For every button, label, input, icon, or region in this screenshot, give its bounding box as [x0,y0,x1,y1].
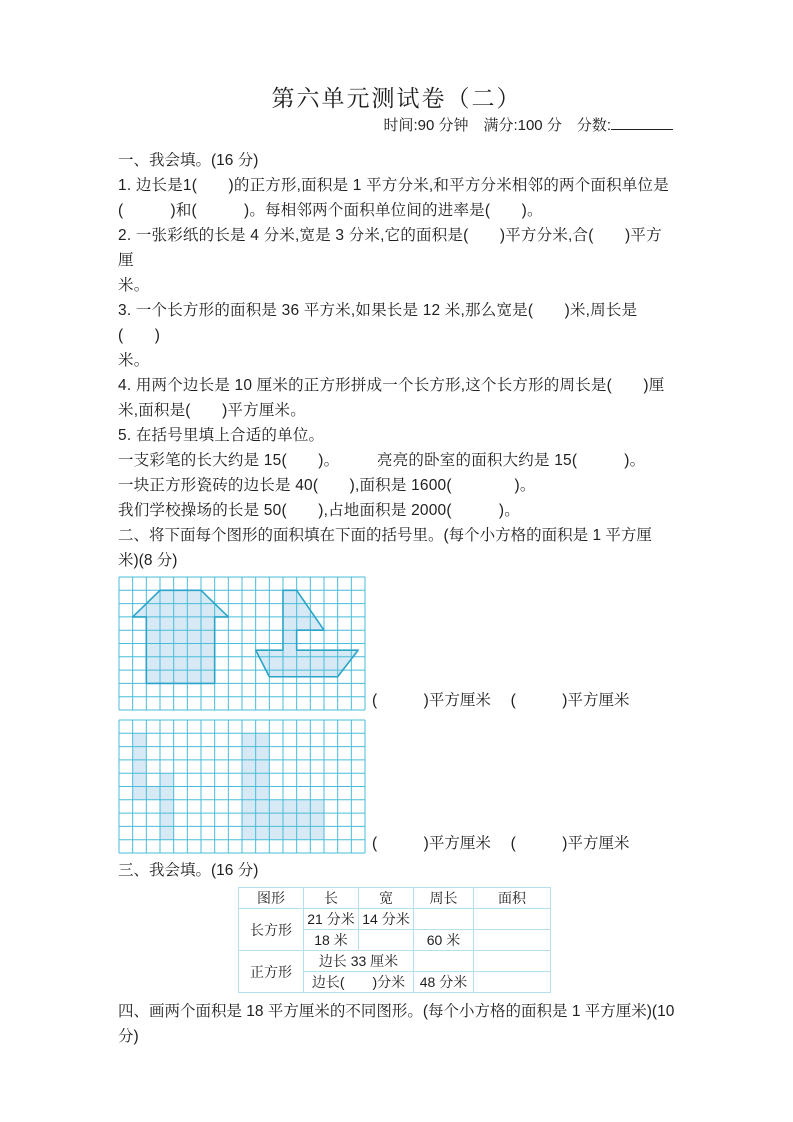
area-figure-2 [118,719,675,854]
page-title: 第六单元测试卷（二） [271,86,522,111]
grid-1-answer-blanks: ( )平方厘米 ( )平方厘米 [372,692,630,709]
question-5-line-1b: 亮亮的卧室的面积大约是 15( )。 [377,452,646,469]
section4-heading-line-2: 分) [118,1028,139,1045]
grid-2 [118,719,366,854]
question-1-line-2: ( )和( )。每相邻两个面积单位间的进率是( )。 [118,202,543,219]
meta-line [118,114,675,138]
grid-1 [118,576,366,711]
area-figure-1 [118,576,675,711]
cell-length: 21 分米 [304,909,359,930]
section4-heading-line-1: 四、画两个面积是 18 平方厘米的不同图形。(每个小方格的面积是 1 平方厘米)(10 [118,1003,675,1020]
section2-heading-line-2: 米)(8 分) [118,552,178,569]
cell-area [474,972,551,993]
question-3-line-2: 米。 [118,352,150,369]
table-row [239,951,551,972]
header-shape: 图形 [239,888,304,909]
section1-heading: 一、我会填。(16 分) [118,152,259,169]
table-row [239,909,551,930]
header-perimeter: 周长 [414,888,474,909]
section2-heading-line-1: 二、将下面每个图形的面积填在下面的括号里。(每个小方格的面积是 1 平方厘 [118,527,652,544]
header-width: 宽 [359,888,414,909]
cell-area [474,951,551,972]
question-5-line-3: 我们学校操场的长是 50( ),占地面积是 2000( )。 [118,502,520,519]
cell-side-length: 边长 33 厘米 [304,951,414,972]
question-5-heading: 5. 在括号里填上合适的单位。 [118,427,325,444]
question-5-line-1 [118,448,675,473]
cell-side-length: 边长( )分米 [304,972,414,993]
section3-heading: 三、我会填。(16 分) [118,862,259,879]
header-area: 面积 [474,888,551,909]
header-length: 长 [304,888,359,909]
question-3-line-1: 3. 一个长方形的面积是 36 平方米,如果长是 12 米,那么宽是( )米,周长是( ) [118,302,638,344]
question-2-line-2: 米。 [118,277,150,294]
question-1-line-1: 1. 边长是1( )的正方形,面积是 1 平方分米,和平方分米相邻的两个面积单位是 [118,177,669,194]
grid-2-answer-blanks: ( )平方厘米 ( )平方厘米 [372,835,630,852]
cell-width [359,930,414,951]
question-5-line-2: 一块正方形瓷砖的边长是 40( ),面积是 1600( )。 [118,477,536,494]
question-2-line-1: 2. 一张彩纸的长是 4 分米,宽是 3 分米,它的面积是( )平方分米,合( )平方厘 [118,227,662,269]
meta-text: 时间:90 分钟 满分:100 分 分数: [383,117,611,134]
cell-area [474,930,551,951]
score-blank [611,116,673,130]
cell-perimeter [414,951,474,972]
table-header-row [239,888,551,909]
cell-area [474,909,551,930]
cell-width: 14 分米 [359,909,414,930]
test-paper [118,0,675,1049]
cell-perimeter [414,909,474,930]
cell-length: 18 米 [304,930,359,951]
question-4-line-2: 米,面积是( )平方厘米。 [118,402,306,419]
question-4-line-1: 4. 用两个边长是 10 厘米的正方形拼成一个长方形,这个长方形的周长是( )厘 [118,377,665,394]
row-group-rectangle-label: 长方形 [239,909,304,951]
row-group-square-label: 正方形 [239,951,304,993]
cell-perimeter: 48 分米 [414,972,474,993]
question-5-line-1a: 一支彩笔的长大约是 15( )。 [118,452,340,469]
fill-table [238,887,551,993]
cell-perimeter: 60 米 [414,930,474,951]
